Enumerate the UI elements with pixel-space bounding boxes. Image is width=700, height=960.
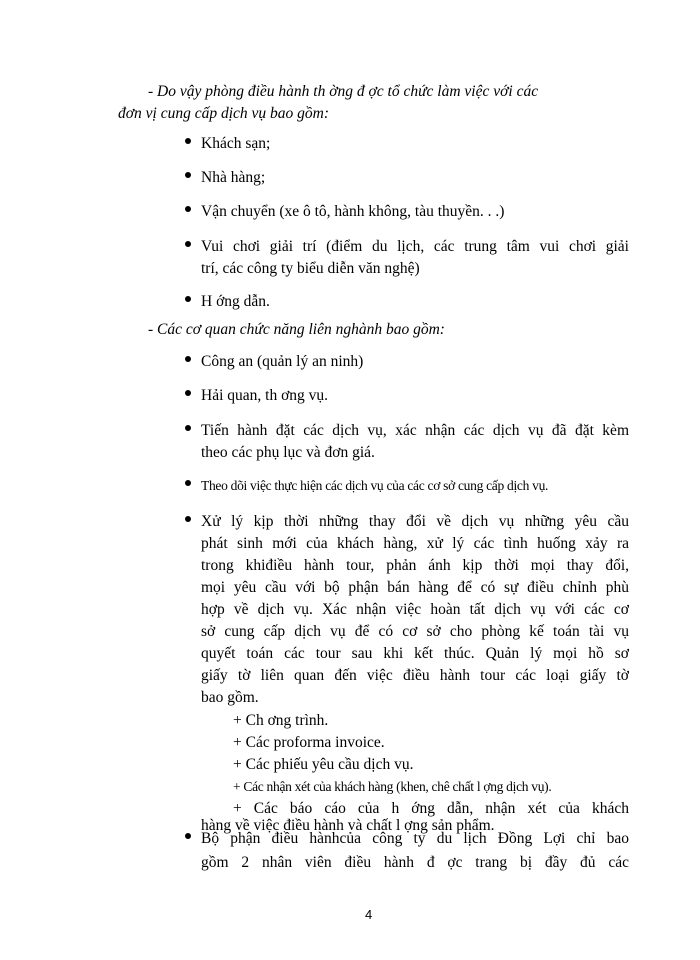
plus-item-continuation: hàng về việc điều hành và chất l ợng sản phẩm. (201, 817, 495, 834)
intro-line-1: - Do vậy phòng điều hành th ờng đ ợc tổ chức làm việc với các (148, 83, 539, 100)
list-item: Vận chuyển (xe ô tô, hành không, tàu thuyền. . .) (201, 203, 505, 220)
bullet-icon (185, 206, 191, 212)
paragraph-line: sở cung cấp dịch vụ để có cơ sở cho phòng kế toán tài vụ (201, 623, 629, 640)
plus-item: + Các proforma invoice. (233, 734, 385, 751)
paragraph-line: bao gồm. (201, 689, 259, 706)
bullet-icon (185, 425, 191, 431)
plus-item: + Các báo cáo của h ớng dẫn, nhận xét của khách (233, 800, 629, 817)
paragraph-line: trong khiđiều hành tour, phản ánh kịp thời mọi thay đổi, (201, 557, 629, 574)
bullet-icon (185, 296, 191, 302)
list-item: Theo dõi việc thực hiện các dịch vụ của các cơ sở cung cấp dịch vụ. (201, 478, 549, 493)
page-number: 4 (365, 907, 373, 922)
paragraph-line: mọi yêu cầu với bộ phận bán hàng để có sự điều chỉnh phù (201, 579, 629, 596)
paragraph-line: giấy tờ liên quan đến việc điều hành tour các loại giấy tờ (201, 667, 629, 684)
bullet-icon (185, 241, 191, 247)
bullet-icon (185, 480, 191, 486)
bullet-icon (185, 390, 191, 396)
intro-line-3: - Các cơ quan chức năng liên nghành bao gồm: (148, 321, 445, 338)
intro-line-2: đơn vị cung cấp dịch vụ bao gồm: (118, 105, 330, 122)
list-item: H ớng dẫn. (201, 293, 270, 310)
list-item: Tiến hành đặt các dịch vụ, xác nhận các dịch vụ đã đặt kèm (201, 422, 629, 439)
list-item: Công an (quản lý an ninh) (201, 353, 364, 370)
list-item: Hải quan, th ơng vụ. (201, 387, 329, 404)
bullet-icon (185, 516, 191, 522)
bullet-icon (185, 833, 191, 839)
paragraph-line: Xử lý kịp thời những thay đổi về dịch vụ những yêu cầu (201, 513, 629, 530)
plus-item: + Ch ơng trình. (233, 712, 329, 729)
bullet-icon (185, 138, 191, 144)
bullet-icon (185, 356, 191, 362)
paragraph-line: gồm 2 nhân viên điều hành đ ợc trang bị đầy đủ các (201, 854, 629, 871)
list-item-continuation: theo các phụ lục và đơn giá. (201, 444, 375, 461)
list-item: Nhà hàng; (201, 169, 266, 186)
paragraph-line: hợp về dịch vụ. Xác nhận việc hoàn tất dịch vụ với các cơ (201, 601, 629, 618)
list-item: Khách sạn; (201, 135, 271, 152)
paragraph-line: phát sinh mới của khách hàng, xử lý các tình huống xảy ra (201, 535, 629, 552)
plus-item: + Các nhận xét của khách hàng (khen, chê chất l ợng dịch vụ). (233, 779, 552, 794)
paragraph-line: Bộ phận điều hànhcủa công ty du lịch Đồng Lợi chỉ bao (201, 830, 629, 847)
paragraph-line: quyết toán các tour sau khi kết thúc. Quản lý mọi hồ sơ (201, 645, 629, 662)
bullet-icon (185, 172, 191, 178)
list-item-continuation: trí, các công ty biểu diễn văn nghệ) (201, 260, 420, 277)
list-item: Vui chơi giải trí (điểm du lịch, các trung tâm vui chơi giải (201, 238, 629, 255)
plus-item: + Các phiếu yêu cầu dịch vụ. (233, 756, 414, 773)
